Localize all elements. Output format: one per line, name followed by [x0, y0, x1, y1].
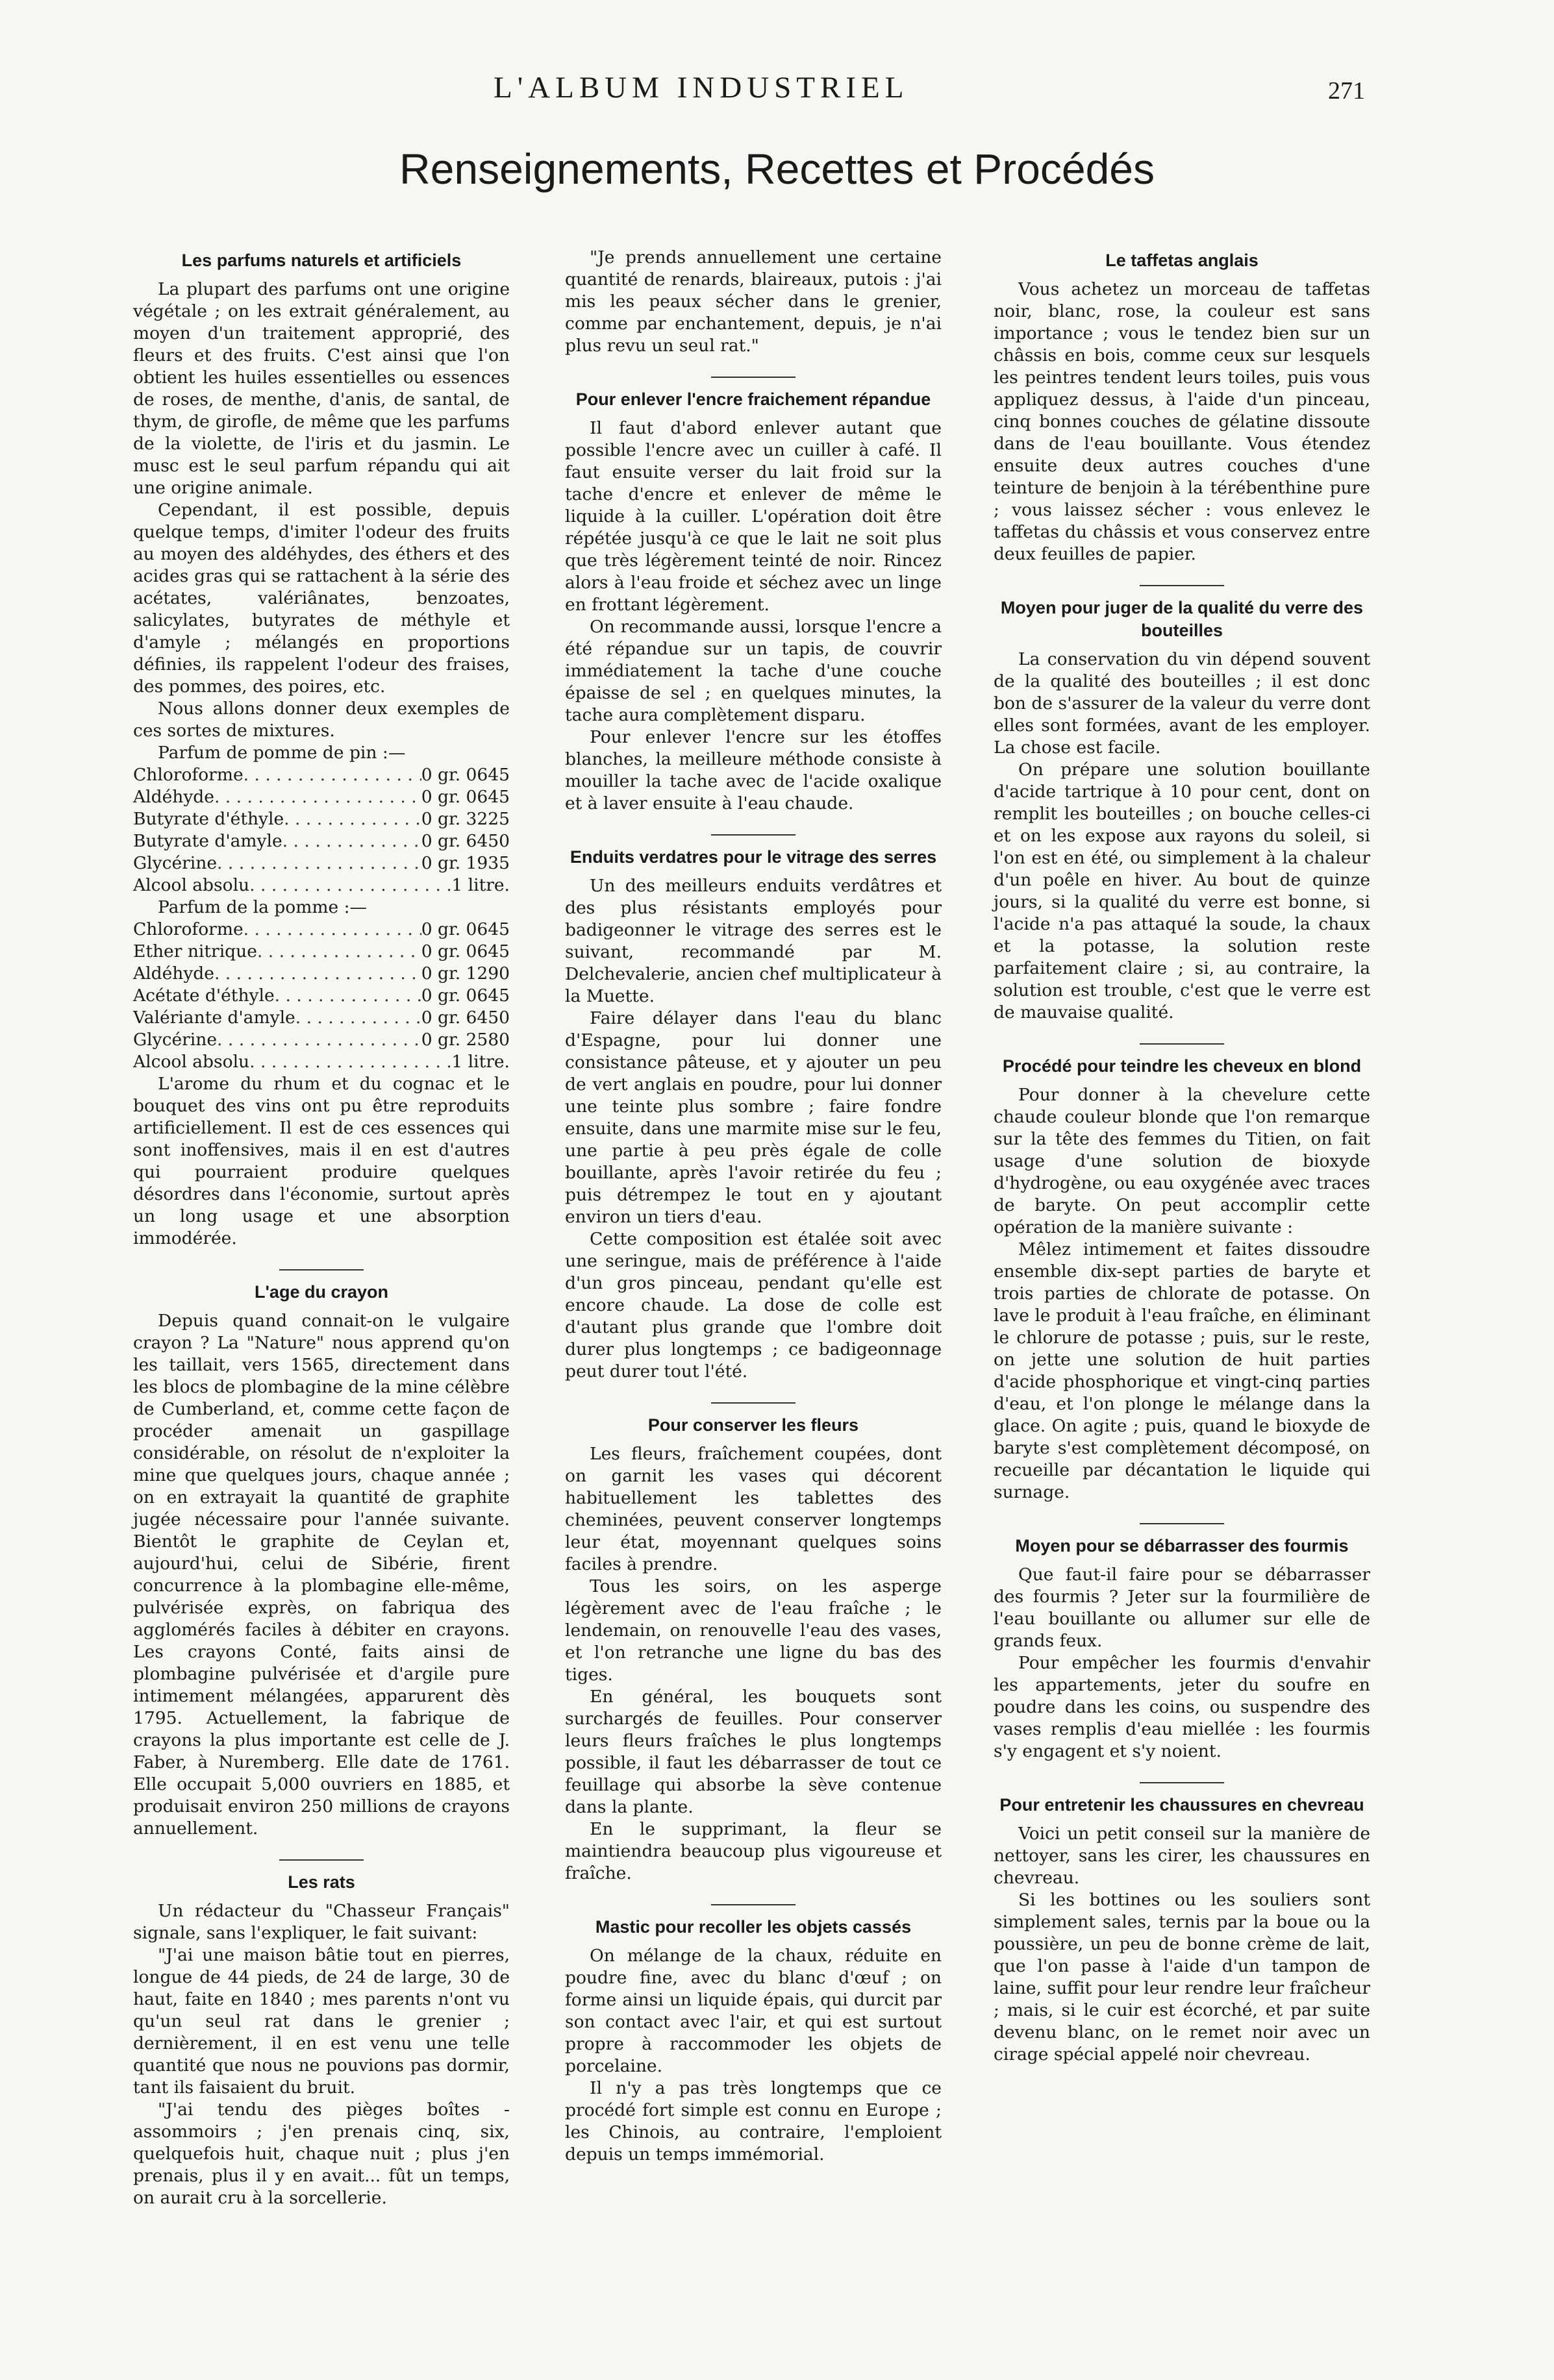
- article-heading: L'age du crayon: [255, 1282, 388, 1302]
- paragraph: La plupart des parfums ont une origine végétale ; on les extrait généralement, au moyen d'un traitement approprié, des fleurs et des fruits. C'est ainsi que l'on obtient les huiles essentielles ou essences de roses, de menthe, d'anis, de santal, de thym, de girofle, de même que les parfums de la violette, de l'iris et du jasmin. Le musc est le seul parfum répandu qui ait une origine animale.: [133, 279, 510, 498]
- ingredient-qty: 0 gr. 1290: [421, 963, 510, 984]
- recipe-row: [133, 830, 510, 852]
- section-divider: [1140, 1523, 1224, 1524]
- article-fourmis: [994, 1535, 1370, 1763]
- ingredient-qty: 0 gr. 0645: [421, 985, 510, 1006]
- article-heading: Pour enlever l'encre fraichement répandue: [575, 390, 931, 409]
- paragraph: "Je prends annuellement une certaine quantité de renards, blaireaux, putois : j'ai mis les peaux sécher dans le grenier, comme par enchantement, depuis, je n'ai plus revu un seul rat.": [565, 247, 942, 356]
- paragraph: En général, les bouquets sont surchargés de feuilles. Pour conserver leurs fleurs fraîches le plus longtemps possible, il faut les débarrasser de tout ce feuillage qui absorbe la sève contenue dans la plante.: [565, 1687, 942, 1817]
- page-number: 271: [1328, 77, 1365, 105]
- recipe-row: [133, 852, 510, 874]
- ingredient-qty: 0 gr. 3225: [421, 809, 510, 829]
- column-1: [133, 247, 510, 2229]
- article-mastic: [565, 1916, 942, 2166]
- recipe-list: [133, 919, 510, 1073]
- ingredient-qty: 0 gr. 1935: [421, 853, 510, 873]
- recipe-list: [133, 764, 510, 897]
- paragraph: Si les bottines ou les souliers sont simplement sales, ternis par la boue ou la poussière, un peu de bonne crème de lait, que l'on passe à l'aide d'un tampon de laine, suffit pour leur rendre leur fraîcheur ; mais, si le cuir est écorché, et par suite devenu blanc, on le remet noir avec un cirage spécial appelé noir chevreau.: [994, 1890, 1370, 2064]
- section-divider: [711, 377, 796, 378]
- ingredient-name: Chloroforme: [133, 765, 244, 785]
- paragraph: Pour donner à la chevelure cette chaude couleur blonde que l'on remarque sur la tête des femmes du Titien, on fait usage d'une solution de bioxyde d'hydrogène, ou eau oxygénée avec traces de baryte. On peut accomplir cette opération de la manière suivante :: [994, 1085, 1370, 1237]
- article-heading: Enduits verdatres pour le vitrage des serres: [570, 847, 937, 867]
- recipe-row: [133, 1029, 510, 1051]
- recipe-row: [133, 786, 510, 808]
- article-heading: Moyen pour se débarrasser des fourmis: [1015, 1536, 1349, 1556]
- article-rats-continued: [565, 247, 942, 357]
- recipe-row: [133, 808, 510, 830]
- ingredient-qty: 1 litre.: [451, 1052, 510, 1072]
- ingredient-qty: 0 gr. 6450: [421, 831, 510, 851]
- article-heading: Le taffetas anglais: [1105, 251, 1259, 270]
- section-divider: [711, 1402, 796, 1404]
- ingredient-name: Butyrate d'éthyle: [133, 809, 284, 829]
- recipe-row: [133, 874, 510, 897]
- recipe-row: [133, 1051, 510, 1073]
- section-divider: [279, 1269, 364, 1271]
- ingredient-name: Chloroforme: [133, 919, 244, 939]
- recipe-row: [133, 764, 510, 786]
- article-heading: Procédé pour teindre les cheveux en blond: [1002, 1056, 1362, 1076]
- article-fleurs: [565, 1414, 942, 1885]
- paragraph: Que faut-il faire pour se débarrasser des fourmis ? Jeter sur la fourmilière de l'eau bouillante ou allumer sur elle de grands feux.: [994, 1565, 1370, 1651]
- paragraph: Faire délayer dans l'eau du blanc d'Espagne, pour lui donner une consistance pâteuse, et y ajouter un peu de vert anglais en poudre, pour lui donner une teinte plus sombre ; faire fondre ensuite, dans une marmite mise sur le feu, une partie à peu près égale de colle bouillante, après l'avoir retirée du feu ; puis détrempez le tout en y ajoutant environ un tiers d'eau.: [565, 1008, 942, 1227]
- recipe-row: [133, 985, 510, 1007]
- paragraph: "J'ai tendu des pièges boîtes - assommoirs ; j'en prenais cinq, six, quelquefois huit, chaque nuit ; plus j'en prenais, plus il y en avait... fût un temps, on aurait cru à la sorcellerie.: [133, 2100, 510, 2208]
- section-divider: [279, 1859, 364, 1861]
- paragraph: Voici un petit conseil sur la manière de nettoyer, sans les cirer, les chaussures en chevreau.: [994, 1824, 1370, 1888]
- ingredient-qty: 1 litre.: [451, 875, 510, 895]
- ingredient-qty: 0 gr. 0645: [421, 787, 510, 807]
- ingredient-name: Alcool absolu: [133, 875, 250, 895]
- paragraph: Mêlez intimement et faites dissoudre ensemble dix-sept parties de baryte et trois parties de chlorate de potasse. On lave le produit à l'eau fraîche, en éliminant le chlorure de potasse ; puis, sur le reste, on jette une solution de huit parties d'acide phosphorique et vingt-cinq parties d'eau, et l'on plonge le mélange dans la glace. On agite ; puis, quand le bioxyde de baryte s'est complètement décomposé, on recueille par décantation le liquide qui surnage.: [994, 1239, 1370, 1502]
- ingredient-name: Aldéhyde: [133, 787, 214, 807]
- recipe-row: [133, 1007, 510, 1029]
- paragraph: Cependant, il est possible, depuis quelque temps, d'imiter l'odeur des fruits au moyen des aldéhydes, des éthers et des acides gras qui se rattachent à la série des acétates, valériânates, benzoates, salicylates, butyrates de méthyle et d'amyle ; mélangés en proportions définies, ils rappelent l'odeur des fraises, des pommes, des poires, etc.: [133, 500, 510, 697]
- article-heading: Les parfums naturels et artificiels: [181, 251, 462, 270]
- page-title: Renseignements, Recettes et Procédés: [399, 145, 1155, 193]
- paragraph: Depuis quand connait-on le vulgaire crayon ? La "Nature" nous apprend qu'on les taillait, vers 1565, directement dans les blocs de plombagine de la mine célèbre de Cumberland, et, comme cette façon de procéder amenait un gaspillage considérable, on résolut de n'exploiter la mine que quelques jours, chaque année ; on en extrayait la quantité de graphite jugée nécessaire pour l'année suivante. Bientôt le graphite de Ceylan et, aujourd'hui, celui de Sibérie, firent concurrence à la plombagine elle-même, pulvérisée exprès, on fabriqua des agglomérés faciles à débiter en crayons. Les crayons Conté, faits ainsi de plombagine pulvérisée et d'argile pure intimement mélangées, apparurent dès 1795. Actuellement, la fabrique de crayons la plus importante est celle de J. Faber, à Nuremberg. Elle date de 1761. Elle occupait 5,000 ouvriers en 1885, et produisait environ 250 millions de crayons annuellement.: [133, 1311, 510, 1839]
- recipe-title: Parfum de la pomme :—: [158, 897, 368, 917]
- section-divider: [1140, 585, 1224, 586]
- article-rats: [133, 1871, 510, 2209]
- paragraph: La conservation du vin dépend souvent de la qualité des bouteilles ; il est donc bon de s'assurer de la valeur du verre dont elles sont formées, avant de les employer. La chose est facile.: [994, 649, 1370, 758]
- ingredient-name: Ether nitrique: [133, 941, 257, 961]
- paragraph: Un rédacteur du "Chasseur Français" signale, sans l'expliquer, le fait suivant:: [133, 1901, 510, 1943]
- paragraph: En le supprimant, la fleur se maintiendra beaucoup plus vigoureuse et fraîche.: [565, 1819, 942, 1883]
- recipe-title: Parfum de pomme de pin :—: [158, 743, 406, 763]
- article-taffetas: [994, 249, 1370, 565]
- section-divider: [711, 834, 796, 836]
- article-heading: Moyen pour juger de la qualité du verre des bouteilles: [1000, 598, 1364, 640]
- paragraph: On prépare une solution bouillante d'acide tartrique à 10 pour cent, dont on remplit les bouteilles ; on bouche celles-ci et on les expose aux rayons du soleil, si l'on est en été, ou simplement à la chaleur d'un poêle en hiver. Au bout de quinze jours, si la qualité du verre est bonne, si l'acide n'a pas attaqué la soude, la chaux et la potasse, la solution reste parfaitement claire ; si, au contraire, la solution est trouble, c'est que le verre est de mauvaise qualité.: [994, 760, 1370, 1023]
- ingredient-name: Valériante d'amyle: [133, 1008, 295, 1028]
- paragraph: L'arome du rhum et du cognac et le bouquet des vins ont pu être reproduits artificiellement. Il est de ces essences qui sont inoffensives, mais il en est d'autres qui pourraient produire quelques désordres dans l'économie, surtout après un long usage et une absorption immodérée.: [133, 1074, 510, 1248]
- paragraph: Il n'y a pas très longtemps que ce procédé fort simple est connu en Europe ; les Chinois, au contraire, l'emploient depuis un temps immémorial.: [565, 2078, 942, 2164]
- paragraph: On recommande aussi, lorsque l'encre a été répandue sur un tapis, de couvrir immédiatement la tache d'une couche épaisse de sel ; en quelques minutes, la tache aura complètement disparu.: [565, 617, 942, 725]
- column-3: [994, 247, 1370, 2085]
- article-crayon: [133, 1281, 510, 1840]
- article-heading: Mastic pour recoller les objets cassés: [595, 1917, 912, 1937]
- ingredient-qty: 0 gr. 0645: [421, 941, 510, 961]
- article-cheveux: [994, 1055, 1370, 1504]
- article-enduits: [565, 846, 942, 1383]
- paragraph: Les fleurs, fraîchement coupées, dont on garnit les vases qui décorent habituellement les tablettes des cheminées, peuvent conserver longtemps leur état, moyennant quelques soins faciles à prendre.: [565, 1444, 942, 1574]
- paragraph: Cette composition est étalée soit avec une seringue, mais de préférence à l'aide d'un gros pinceau, pendant qu'elle est encore chaude. La dose de colle est d'autant plus grande que l'ombre doit durer plus longtemps ; ce badigeonnage peut durer tout l'été.: [565, 1229, 942, 1382]
- paragraph: Il faut d'abord enlever autant que possible l'encre avec un cuiller à café. Il faut ensuite verser du lait froid sur la tache d'encre et enlever de même le liquide à la cuiller. L'opération doit être répétée jusqu'à ce que le lait ne soit plus que très légèrement teinté de noir. Rincez alors à l'eau froide et séchez avec un linge en frottant légèrement.: [565, 418, 942, 615]
- ingredient-name: Glycérine: [133, 853, 218, 873]
- article-heading: Les rats: [288, 1872, 355, 1892]
- ingredient-name: Alcool absolu: [133, 1052, 250, 1072]
- paragraph: Vous achetez un morceau de taffetas noir, blanc, rose, la couleur est sans importance ; vous le tendez bien sur un châssis en bois, comme ceux sur lesquels les peintres tendent leurs toiles, puis vous appliquez dessus, à l'aide d'un pinceau, cinq bonnes couches de gélatine dissoute dans de l'eau bouillante. Vous étendez ensuite deux autres couches d'une teinture de benjoin à la térébenthine pure ; vous laissez sécher : vous enlevez le taffetas du châssis et vous conservez entre deux feuilles de papier.: [994, 279, 1370, 564]
- column-2: [565, 247, 942, 2185]
- article-parfums: [133, 249, 510, 1250]
- ingredient-qty: 0 gr. 0645: [421, 919, 510, 939]
- recipe-row: [133, 941, 510, 963]
- ingredient-name: Glycérine: [133, 1030, 218, 1050]
- paragraph: On mélange de la chaux, réduite en poudre fine, avec du blanc d'œuf ; on forme ainsi un liquide épais, qui durcit par son contact avec l'air, et qui est surtout propre à raccommoder les objets de porcelaine.: [565, 1946, 942, 2076]
- section-divider: [1140, 1782, 1224, 1783]
- ingredient-qty: 0 gr. 2580: [421, 1030, 510, 1050]
- paragraph: Tous les soirs, on les asperge légèrement avec de l'eau fraîche ; le lendemain, on renouvelle l'eau des vases, et l'on retranche une ligne du bas des tiges.: [565, 1576, 942, 1685]
- ingredient-qty: 0 gr. 6450: [421, 1008, 510, 1028]
- article-heading: Pour conserver les fleurs: [647, 1415, 859, 1435]
- ingredient-qty: 0 gr. 0645: [421, 765, 510, 785]
- paragraph: Un des meilleurs enduits verdâtres et des plus résistants employés pour badigeonner le vitrage des serres est le suivant, recommandé par M. Delchevalerie, ancien chef multiplicateur à la Muette.: [565, 876, 942, 1006]
- recipe-row: [133, 919, 510, 941]
- section-divider: [1140, 1043, 1224, 1045]
- paragraph: Pour empêcher les fourmis d'envahir les appartements, jeter du soufre en poudre dans les coins, ou suspendre des vases remplis d'eau miellée : les fourmis s'y engagent et s'y noient.: [994, 1653, 1370, 1761]
- running-head: L'ALBUM INDUSTRIEL: [494, 71, 909, 105]
- article-heading: Pour entretenir les chaussures en chevreau: [999, 1795, 1364, 1815]
- paragraph: Pour enlever l'encre sur les étoffes blanches, la meilleure méthode consiste à mouiller la tache avec de l'acide oxalique et à laver ensuite à l'eau chaude.: [565, 727, 942, 813]
- article-bouteilles: [994, 597, 1370, 1024]
- paragraph: "J'ai une maison bâtie tout en pierres, longue de 44 pieds, de 24 de large, 30 de haut, faite en 1840 ; mes parents n'ont vu qu'un seul rat dans le grenier ; dernièrement, il en est venu une telle quantité que nous ne pouvions pas dormir, tant ils faisaient du bruit.: [133, 1945, 510, 2098]
- section-divider: [711, 1904, 796, 1905]
- recipe-row: [133, 963, 510, 985]
- ingredient-name: Aldéhyde: [133, 963, 214, 984]
- paragraph: Nous allons donner deux exemples de ces sortes de mixtures.: [133, 699, 510, 741]
- article-chaussures: [994, 1794, 1370, 2066]
- ingredient-name: Acétate d'éthyle: [133, 985, 275, 1006]
- article-encre: [565, 388, 942, 815]
- ingredient-name: Butyrate d'amyle: [133, 831, 282, 851]
